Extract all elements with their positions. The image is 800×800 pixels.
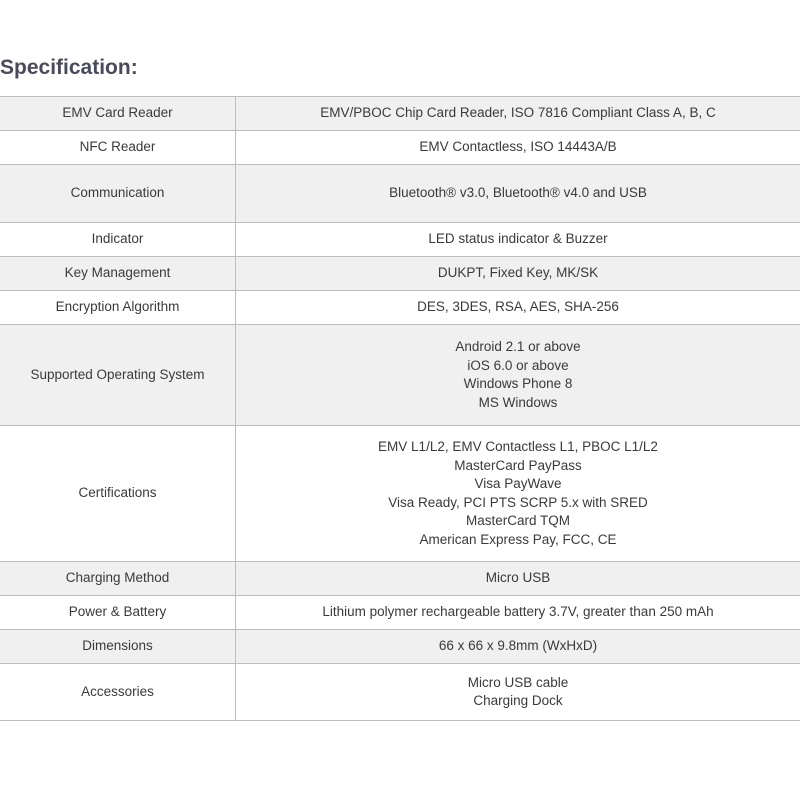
spec-value-line: iOS 6.0 or above [467,357,569,373]
spec-value [236,596,800,630]
spec-value-line: Windows Phone 8 [463,376,573,391]
spec-value-line: Lithium polymer rechargeable battery 3.7V, greater than 250 mAh [322,604,714,620]
spec-value-line: Visa PayWave [474,476,562,491]
spec-value [236,165,800,223]
spec-row-dimensions [0,630,800,664]
spec-row-encryption-algorithm [0,291,800,325]
spec-value [236,97,800,131]
spec-value [236,257,800,291]
spec-label: Certifications [0,426,236,562]
spec-label: EMV Card Reader [0,97,236,131]
spec-row-emv-card-reader [0,97,800,131]
spec-value-line: EMV Contactless, ISO 14443A/B [419,139,617,155]
spec-label: Supported Operating System [0,325,236,426]
spec-label: Power & Battery [0,596,236,630]
spec-row-charging-method [0,562,800,596]
spec-row-accessories [0,664,800,721]
spec-row-certifications [0,426,800,562]
spec-label: Charging Method [0,562,236,596]
spec-value-line: Visa Ready, PCI PTS SCRP 5.x with SRED [388,494,648,510]
specification-table [0,96,800,721]
spec-value [236,562,800,596]
spec-value [236,325,800,426]
spec-value-line: MS Windows [478,394,558,410]
spec-label: Dimensions [0,630,236,664]
spec-value-line: 66 x 66 x 9.8mm (WxHxD) [438,638,598,654]
spec-value-line: Android 2.1 or above [455,339,581,354]
spec-value-line: American Express Pay, FCC, CE [419,531,617,547]
spec-label: Indicator [0,223,236,257]
spec-label: Encryption Algorithm [0,291,236,325]
spec-value-line: Charging Dock [473,693,563,708]
spec-row-supported-operating-system [0,325,800,426]
spec-value [236,291,800,325]
spec-value [236,131,800,165]
spec-row-indicator [0,223,800,257]
spec-value [236,223,800,257]
spec-value-line: DES, 3DES, RSA, AES, SHA-256 [417,299,619,315]
spec-value-line: Micro USB [485,570,551,586]
spec-row-key-management [0,257,800,291]
spec-label: Key Management [0,257,236,291]
spec-label: Accessories [0,664,236,721]
spec-value [236,630,800,664]
spec-value-line: Bluetooth® v3.0, Bluetooth® v4.0 and USB [389,185,647,201]
spec-row-communication [0,165,800,223]
spec-value-line: EMV/PBOC Chip Card Reader, ISO 7816 Compliant Class A, B, C [320,105,716,121]
spec-row-power-battery [0,596,800,630]
spec-value-line: LED status indicator & Buzzer [428,231,608,247]
spec-value-line: EMV L1/L2, EMV Contactless L1, PBOC L1/L2 [378,439,658,454]
spec-value-line: MasterCard TQM [465,513,571,528]
spec-label: NFC Reader [0,131,236,165]
spec-value [236,426,800,562]
spec-value-line: Micro USB cable [467,674,569,690]
spec-value-line: DUKPT, Fixed Key, MK/SK [437,265,599,281]
spec-value [236,664,800,721]
spec-label: Communication [0,165,236,223]
specification-table-body [0,97,800,721]
page-title: Specification: [0,56,138,79]
spec-value-line: MasterCard PayPass [454,457,582,473]
spec-row-nfc-reader [0,131,800,165]
